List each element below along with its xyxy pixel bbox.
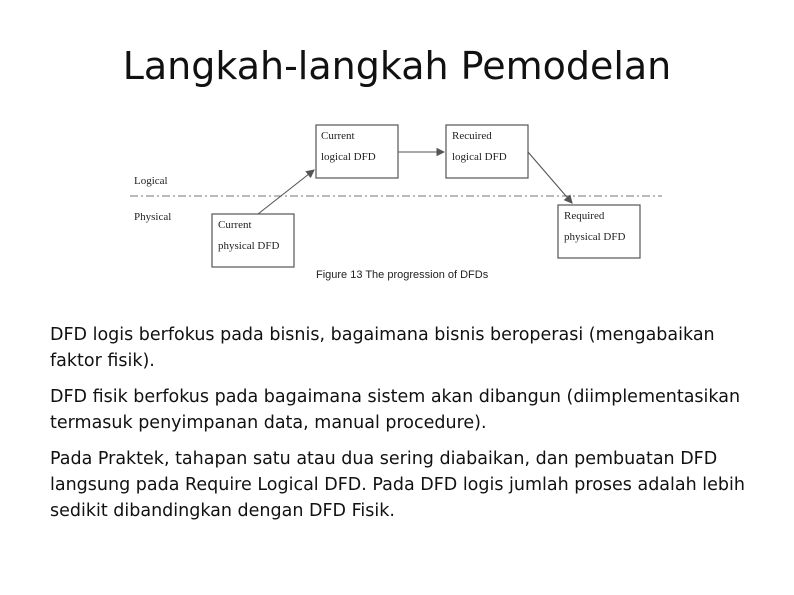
box-required-physical-line1: Required [564,210,605,222]
box-current-physical-dfd [212,214,294,267]
box-current-logical-dfd [316,125,398,178]
box-current-physical-line1: Current [218,219,252,231]
paragraph-practice: Pada Praktek, tahapan satu atau dua sering diabaikan, dan pembuatan DFD langsung pada Require Logical DFD. Pada DFD logis jumlah proses adalah lebih sedikit dibandingkan dengan DFD Fisik. [50,449,745,521]
box-required-logical-line2: logical DFD [452,151,507,163]
arrow-required-logical-to-required-physical [528,152,572,203]
dfd-progression-figure [120,110,680,290]
slide-title: Langkah-langkah Pemodelan [122,44,672,88]
box-required-physical-dfd [558,205,640,258]
layer-label-logical: Logical [134,175,168,187]
layer-label-physical: Physical [134,211,172,223]
body-text [50,322,770,534]
figure-caption: Figure 13 The progression of DFDs [316,269,489,281]
box-current-physical-line2: physical DFD [218,240,280,252]
box-required-physical-line2: physical DFD [564,231,626,243]
arrow-current-physical-to-current-logical [258,170,314,214]
box-current-logical-line2: logical DFD [321,151,376,163]
box-required-logical-dfd [446,125,528,178]
box-required-logical-line1: Recuired [452,130,492,142]
paragraph-logical-dfd: DFD logis berfokus pada bisnis, bagaimana bisnis beroperasi (mengabaikan faktor fisik). [50,325,715,371]
paragraph-physical-dfd: DFD fisik berfokus pada bagaimana sistem akan dibangun (diimplementasikan termasuk penyimpanan data, manual procedure). [50,387,741,433]
box-current-logical-line1: Current [321,130,355,142]
